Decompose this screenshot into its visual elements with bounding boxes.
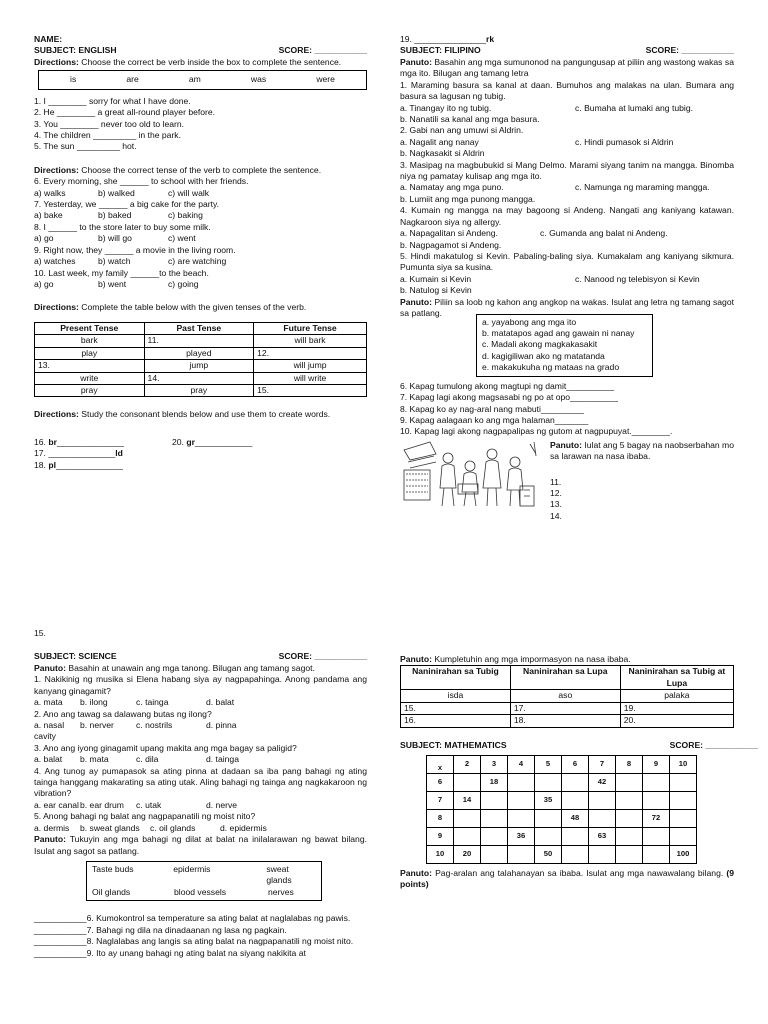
table-cell: 2 <box>454 755 481 773</box>
math-subject: SUBJECT: MATHEMATICS <box>400 739 507 750</box>
table-cell: 9 <box>643 755 670 773</box>
science-q4: 4. Ang tunog ay pumapasok sa ating pinna at dadaan sa iba pang bahagi ng ating tainga hanggang makarating sa ating utak. Aling bahagi ng tainga ang nagkakaroon ng vibration? <box>34 765 367 799</box>
filipino-q6: 6. Kapag tumulong akong magtupi ng damit__________ <box>400 380 615 391</box>
filipino-directions-3: Iulat ang 5 bagay na naobserbahan mo sa larawan na nasa ibaba. <box>550 439 734 462</box>
directions-label: Directions: <box>34 302 79 313</box>
science-header <box>34 651 367 662</box>
panuto-label: Panuto: <box>400 654 432 664</box>
option-a: a. Namatay ang mga puno. <box>400 182 504 193</box>
table-row <box>427 809 697 827</box>
english-q5: 5. The sun _________ hot. <box>34 141 137 152</box>
table-cell: 6 <box>427 773 454 791</box>
option-d: d. nerve <box>206 799 238 810</box>
option-b: b) watch <box>98 256 131 267</box>
table-cell: 19. <box>620 702 733 714</box>
blend-row <box>34 437 367 448</box>
table-cell <box>508 809 535 827</box>
table-cell: write <box>35 372 145 384</box>
family-scene-illustration <box>400 440 540 512</box>
english-header <box>34 45 367 56</box>
option-a: a. mata <box>34 697 63 708</box>
science-section <box>34 628 367 959</box>
table-cell <box>670 791 697 809</box>
blend-number: 18. <box>34 459 49 470</box>
table-cell: 7 <box>427 791 454 809</box>
table-row <box>401 690 734 702</box>
directions-label: Directions: <box>34 164 79 175</box>
answer-blank: 13. <box>550 499 562 510</box>
table-cell <box>481 827 508 845</box>
table-cell: played <box>144 347 254 359</box>
option-c: c. Hindi pumasok si Aldrin <box>575 136 674 147</box>
item-15-blank: 15. <box>34 628 46 638</box>
blend-18 <box>34 460 367 471</box>
english-directions-2: Choose the correct tense of the verb to complete the sentence. <box>81 164 322 175</box>
science-directions-2: Tukuyin ang mga bahagi ng dilat at balat na inilalarawan ng bawat bilang. Isulat ang sagot sa patlang. <box>34 834 368 856</box>
math-points: (9 points) <box>400 867 735 890</box>
table-cell <box>562 845 589 863</box>
table-cell: 10 <box>427 845 454 863</box>
table-cell: aso <box>510 690 620 702</box>
table-cell <box>481 809 508 827</box>
filipino-q8: 8. Kapag ko ay nag-aral nang mabuti_________ <box>400 403 584 414</box>
science-q3: 3. Ano ang iyong ginagamit upang makita ang mga bagay sa paligid? <box>34 742 297 753</box>
option-b: b. nerver <box>80 719 114 730</box>
table-cell: 6 <box>562 755 589 773</box>
table-cell: palaka <box>620 690 733 702</box>
verb-option: am <box>188 74 201 85</box>
table-cell <box>508 845 535 863</box>
english-subject: SUBJECT: ENGLISH <box>34 45 117 56</box>
english-section <box>34 34 367 471</box>
option-b: b. ear drum <box>80 799 124 810</box>
english-score: SCORE: ___________ <box>278 45 367 56</box>
choice-item: a. yayabong ang mga ito <box>482 316 577 327</box>
table-cell <box>589 791 616 809</box>
table-cell <box>670 809 697 827</box>
word-option: epidermis <box>173 864 211 875</box>
science-q9: ___________9. Ito ay unang bahagi ng ating balat na siyang nakikita at <box>34 947 306 958</box>
math-directions: Pag-aralan ang talahanayan sa ibaba. Isulat ang mga nawawalang bilang. <box>435 867 724 878</box>
option-a: a. ear canal <box>34 799 79 810</box>
table-cell: will bark <box>254 335 367 347</box>
be-verb-box <box>38 70 367 89</box>
table-cell: x <box>427 755 454 773</box>
option-c: c. nostrils <box>136 719 173 730</box>
option-c: c. Gumanda ang balat ni Andeng. <box>540 228 668 239</box>
verb-option: are <box>126 74 139 85</box>
option-c: c) will walk <box>168 187 210 198</box>
science-q1: 1. Nakikinig ng musika si Elena habang siya ay nagpapahinga. Anong pandama ang kanyang ginagamit? <box>34 674 367 696</box>
choice-item: b. matatapos agad ang gawain ni nanay <box>482 327 635 338</box>
habitat-header: Naninirahan sa Tubig at Lupa <box>620 666 733 690</box>
habitat-math-section <box>400 654 758 891</box>
habitat-table <box>400 665 734 727</box>
table-cell <box>643 791 670 809</box>
tense-table <box>34 322 367 398</box>
option-c: c. tainga <box>136 697 169 708</box>
option-a: a. Napagalitan si Andeng. <box>400 228 498 239</box>
habitat-directions: Kumpletuhin ang mga impormasyon na nasa ibaba. <box>434 654 631 664</box>
blend-17 <box>34 448 367 459</box>
filipino-q2: 2. Gabi nan ang umuwi si Aldrin. <box>400 125 524 136</box>
table-row <box>427 791 697 809</box>
blend-20 <box>172 437 252 448</box>
blend-letters: br <box>48 436 57 447</box>
filipino-section <box>400 34 734 522</box>
option-c: c. Namunga ng maraming mangga. <box>575 182 710 193</box>
option-a: a. Tinangay ito ng tubig. <box>400 102 492 113</box>
filipino-q4: 4. Kumain ng mangga na may bagoong si Andeng. Nangati ang kaniyang katawan. Nagkaroon siya ng allergy. <box>400 205 734 227</box>
table-cell: 42 <box>589 773 616 791</box>
blend-blank: 17. ______________ <box>34 448 116 459</box>
table-cell: 5 <box>535 755 562 773</box>
item-19-blank: 19. _______________ <box>400 34 487 44</box>
table-cell: will write <box>254 372 367 384</box>
word-option: Taste buds <box>92 864 134 875</box>
option-a: a. Nagalit ang nanay <box>400 136 479 147</box>
table-cell <box>589 809 616 827</box>
english-q2: 2. He ________ a great all-round player before. <box>34 107 216 118</box>
option-d: d. pinna <box>206 719 237 730</box>
table-row <box>427 773 697 791</box>
table-cell: 100 <box>670 845 697 863</box>
option-a: a. nasal cavity <box>34 719 65 742</box>
table-cell: 15. <box>254 384 367 396</box>
blend-blank: ______________ <box>56 436 124 447</box>
table-cell: jump <box>144 360 254 372</box>
option-c: c. utak <box>136 799 162 810</box>
table-cell <box>616 827 643 845</box>
panuto-label: Panuto: <box>34 662 66 673</box>
option-a: a. dermis <box>34 822 70 833</box>
choice-item: c. Madali akong magkakasakit <box>482 339 598 350</box>
science-directions-1: Basahin at unawain ang mga tanong. Bilugan ang tamang sagot. <box>68 662 315 673</box>
option-a: a) bake <box>34 210 63 221</box>
filipino-header <box>400 45 734 56</box>
answer-blank: 12. <box>550 488 562 499</box>
table-cell <box>616 809 643 827</box>
math-score: SCORE: ___________ <box>669 739 758 750</box>
option-c: c) are watching <box>168 256 227 267</box>
verb-option: were <box>316 74 335 85</box>
option-d: d. tainga <box>206 754 239 765</box>
table-cell: 63 <box>589 827 616 845</box>
table-cell: 15. <box>401 702 511 714</box>
name-label: NAME: <box>34 34 63 44</box>
table-cell <box>643 773 670 791</box>
table-cell <box>616 791 643 809</box>
english-q4: 4. The children _________ in the park. <box>34 129 181 140</box>
filipino-q3: 3. Masipag na magbubukid si Mang Delmo. Marami siyang tanim na mangga. Binomba niya ng pamatay kulisap ang mga ito. <box>400 159 734 182</box>
table-cell: 9 <box>427 827 454 845</box>
filipino-q9: 9. Kapag aalagaan ko ang mga halaman_______ <box>400 414 589 425</box>
table-cell: 36 <box>508 827 535 845</box>
table-cell: 18 <box>481 773 508 791</box>
table-cell <box>562 773 589 791</box>
option-c: c) baking <box>168 210 203 221</box>
table-cell: 12. <box>254 347 367 359</box>
option-d: d. balat <box>206 697 235 708</box>
table-cell: 18. <box>510 715 620 727</box>
panuto-label: Panuto: <box>400 867 432 878</box>
table-row <box>427 827 697 845</box>
english-directions-3: Complete the table below with the given tenses of the verb. <box>81 302 307 313</box>
table-cell: 72 <box>643 809 670 827</box>
option-c: c) went <box>168 233 196 244</box>
option-b: b. ilong <box>80 697 108 708</box>
option-b: b) went <box>98 279 127 290</box>
directions-label: Directions: <box>34 409 79 420</box>
choice-item: d. kagigiliwan ako ng matatanda <box>482 350 605 361</box>
option-b: b) baked <box>98 210 132 221</box>
english-q10: 10. Last week, my family ______to the beach. <box>34 267 209 278</box>
option-c: c. Nanood ng telebisyon si Kevin <box>575 273 700 284</box>
table-cell: pray <box>35 384 145 396</box>
option-c: c. dila <box>136 754 159 765</box>
option-b: b. Lumiit ang mga punong mangga. <box>400 193 536 204</box>
english-q7: 7. Yesterday, we ______ a big cake for the party. <box>34 199 220 210</box>
table-row <box>35 360 367 372</box>
table-cell <box>670 827 697 845</box>
habitat-header: Naninirahan sa Tubig <box>401 666 511 690</box>
table-row <box>427 755 697 773</box>
option-c: c) going <box>168 279 199 290</box>
table-cell <box>616 773 643 791</box>
table-cell: 11. <box>144 335 254 347</box>
option-a: a) walks <box>34 187 66 198</box>
table-cell: 50 <box>535 845 562 863</box>
option-b: b. Nanatili sa kanal ang mga basura. <box>400 113 540 124</box>
answer-blank: 11. <box>550 476 562 487</box>
choice-item: e. makakukuha ng mataas na grado <box>482 362 620 373</box>
option-b: b. sweat glands <box>80 822 140 833</box>
word-option: nerves <box>268 886 294 897</box>
table-cell: 3 <box>481 755 508 773</box>
filipino-q10: 10. Kapag lagi akong nagpapalipas ng gutom at nagpupuyat.________. <box>400 426 673 437</box>
table-cell <box>535 827 562 845</box>
table-cell <box>508 773 535 791</box>
blend-letters: rk <box>486 34 495 44</box>
table-row <box>401 702 734 714</box>
english-directions-4: Study the consonant blends below and use them to create words. <box>81 409 331 420</box>
blend-blank: ____________ <box>194 436 253 447</box>
table-cell: pray <box>144 384 254 396</box>
filipino-directions-2: Piliin sa loob ng kahon ang angkop na wakas. Isulat ang letra ng tamang sagot sa patlang. <box>400 296 735 319</box>
table-cell: 35 <box>535 791 562 809</box>
table-cell <box>481 845 508 863</box>
table-cell <box>508 791 535 809</box>
science-q5: 5. Anong bahagi ng balat ang nagpapanatili ng moist nito? <box>34 811 256 822</box>
table-row <box>35 335 367 347</box>
option-b: b. Natulog si Kevin <box>400 285 472 296</box>
option-b: b) walked <box>98 187 135 198</box>
english-q3: 3. You ________ never too old to learn. <box>34 118 185 129</box>
blend-letters: pl <box>48 459 56 470</box>
option-b: b) will go <box>98 233 132 244</box>
option-d: d. epidermis <box>220 822 267 833</box>
table-cell: 8 <box>427 809 454 827</box>
table-cell <box>643 827 670 845</box>
panuto-label: Panuto: <box>34 834 66 845</box>
option-b: b. mata <box>80 754 109 765</box>
table-cell: play <box>35 347 145 359</box>
filipino-q1: 1. Maraming basura sa kanal at daan. Bumuhos ang malakas na ulan. Bumara ang basura sa lagusan ng tubig. <box>400 79 734 102</box>
option-a: a. balat <box>34 754 63 765</box>
table-cell <box>481 791 508 809</box>
blend-blank: ______________ <box>55 459 123 470</box>
science-score: SCORE: ___________ <box>278 651 367 662</box>
verb-option: was <box>250 74 267 85</box>
science-q7: ___________7. Bahagi ng dila na dinadaanan ng lasa ng pagkain. <box>34 924 287 935</box>
table-cell <box>562 791 589 809</box>
english-q1: 1. I ________ sorry for what I have done. <box>34 95 191 106</box>
panuto-label: Panuto: <box>550 439 582 450</box>
table-row <box>35 372 367 384</box>
table-cell: 13. <box>35 360 145 372</box>
panuto-label: Panuto: <box>400 296 432 307</box>
blend-16 <box>34 437 172 448</box>
verb-option: is <box>70 74 77 85</box>
option-c: c. oil glands <box>150 822 196 833</box>
table-cell: 10 <box>670 755 697 773</box>
blend-letters: ld <box>115 448 123 459</box>
english-directions-1: Choose the correct be verb inside the box to complete the sentence. <box>81 56 342 67</box>
option-c: c. Bumaha at lumaki ang tubig. <box>575 102 693 113</box>
habitat-header: Naninirahan sa Lupa <box>510 666 620 690</box>
answer-blank: 14. <box>550 510 562 521</box>
table-row <box>35 347 367 359</box>
table-cell <box>454 809 481 827</box>
table-cell: 20 <box>454 845 481 863</box>
table-cell <box>535 773 562 791</box>
panuto-label: Panuto: <box>400 56 432 67</box>
filipino-q5: 5. Hindi makatulog si Kevin. Pabaling-baling siya. Kumakalam ang kaniyang sikmura. Pumunta siya sa kusina. <box>400 251 734 273</box>
table-cell <box>562 827 589 845</box>
table-cell: 17. <box>510 702 620 714</box>
tense-header: Future Tense <box>254 322 367 334</box>
table-cell: isda <box>401 690 511 702</box>
table-cell: 48 <box>562 809 589 827</box>
table-cell <box>616 845 643 863</box>
table-cell: 16. <box>401 715 511 727</box>
filipino-subject: SUBJECT: FILIPINO <box>400 45 481 56</box>
word-option: sweat glands <box>266 864 292 886</box>
choices-box <box>476 314 653 377</box>
table-cell <box>643 845 670 863</box>
blend-letters: gr <box>186 436 195 447</box>
table-row <box>401 715 734 727</box>
table-row <box>35 384 367 396</box>
word-option: blood vessels <box>174 886 227 897</box>
table-cell <box>589 845 616 863</box>
blend-number: 20. <box>172 436 187 447</box>
directions-label: Directions: <box>34 56 79 67</box>
option-a: a) go <box>34 279 54 290</box>
table-row <box>427 845 697 863</box>
english-q8: 8. I ______ to the store later to buy some milk. <box>34 221 211 232</box>
blend-number: 16. <box>34 436 49 447</box>
science-subject: SUBJECT: SCIENCE <box>34 651 117 662</box>
science-q2: 2. Ano ang tawag sa dalawang butas ng ilong? <box>34 708 212 719</box>
table-cell <box>454 827 481 845</box>
table-cell: 14 <box>454 791 481 809</box>
option-a: a) watches <box>34 256 76 267</box>
tense-header: Present Tense <box>35 322 145 334</box>
table-cell: 7 <box>589 755 616 773</box>
table-cell: bark <box>35 335 145 347</box>
science-q8: ___________8. Naglalabas ang langis sa ating balat na nagpapanatili ng moist nito. <box>34 936 354 947</box>
english-q6: 6. Every morning, she ______ to school with her friends. <box>34 176 249 187</box>
table-cell: 20. <box>620 715 733 727</box>
word-option: Oil glands <box>92 886 131 897</box>
science-q6: ___________6. Kumokontrol sa temperature sa ating balat at naglalabas ng pawis. <box>34 913 351 924</box>
table-cell: will jump <box>254 360 367 372</box>
option-a: a. Kumain si Kevin <box>400 273 472 284</box>
english-q9: 9. Right now, they ______ a movie in the living room. <box>34 244 236 255</box>
table-cell <box>535 809 562 827</box>
tense-header: Past Tense <box>144 322 254 334</box>
option-b: b. Nagpagamot si Andeng. <box>400 239 502 250</box>
filipino-directions-1: Basahin ang mga sumunonod na pangungusap at piliin ang wastong wakas sa mga ito. Bilugan ang tamang letra <box>400 56 734 79</box>
table-cell: 14. <box>144 372 254 384</box>
math-header <box>400 740 758 751</box>
filipino-q7: 7. Kapag lagi akong magsasabi ng po at opo__________ <box>400 392 618 403</box>
filipino-score: SCORE: ___________ <box>645 45 734 56</box>
word-box <box>86 861 322 901</box>
option-b: b. Nagkasakit si Aldrin <box>400 148 485 159</box>
multiplication-table <box>426 755 697 864</box>
table-cell <box>670 773 697 791</box>
table-cell <box>454 773 481 791</box>
table-cell: 4 <box>508 755 535 773</box>
table-cell: 8 <box>616 755 643 773</box>
option-a: a) go <box>34 233 54 244</box>
